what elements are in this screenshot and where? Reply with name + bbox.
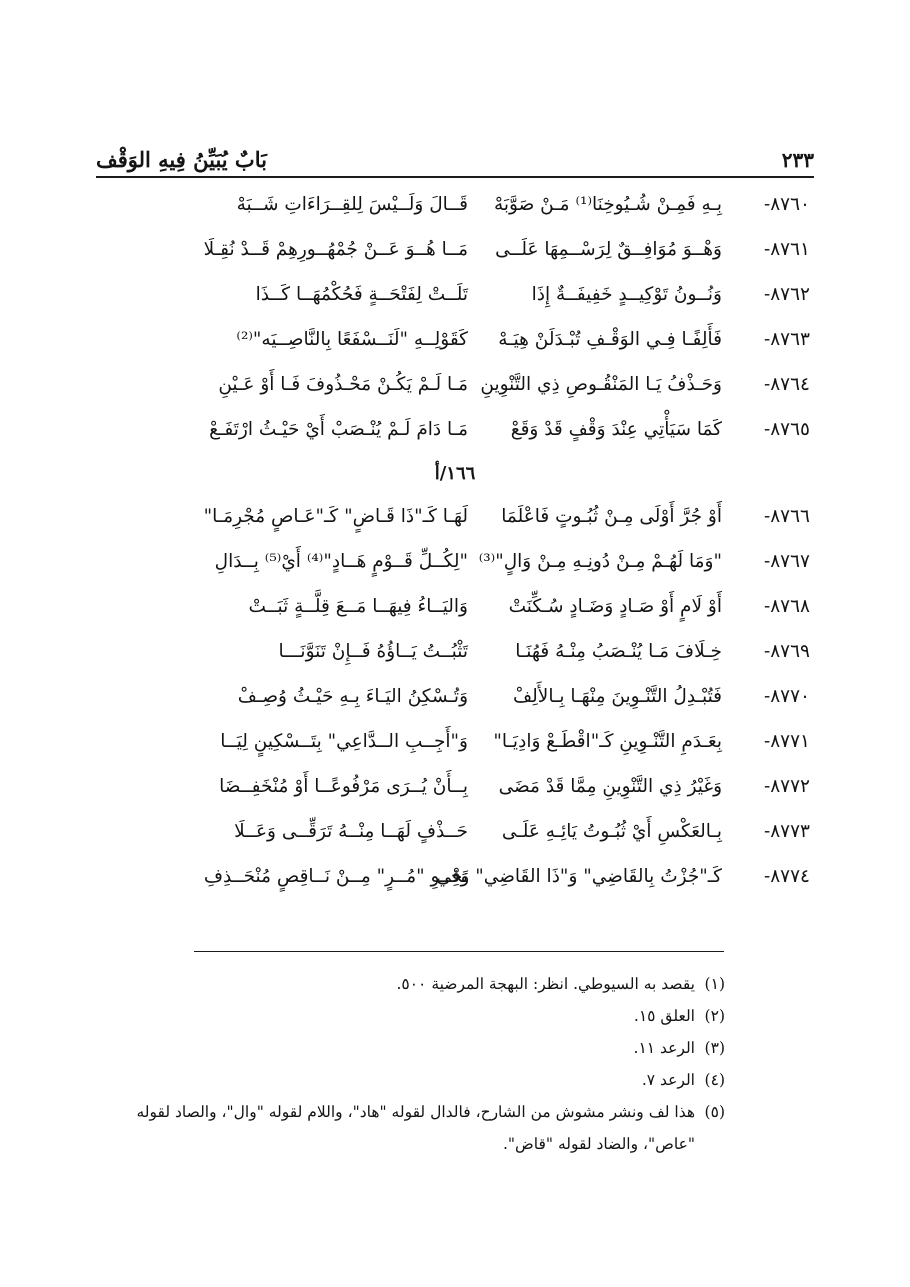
footnote: [100, 1096, 725, 1160]
page-header: [96, 138, 814, 178]
footnote-number: (٤): [704, 1071, 725, 1089]
verse-number: ٨٧٧٤-: [763, 866, 810, 887]
verse-first-hemistich: وَغَيْرُ ذِي التَّنْوِينِ مِمَّا قَدْ مَضَى: [498, 776, 722, 797]
verse-number: ٨٧٧٠-: [763, 686, 810, 707]
verse-second-hemistich: وَاليَــاءُ فِيهَــا مَــعَ قِلَّــةٍ ثَبَــتْ: [248, 596, 468, 617]
manuscript-folio-marker: ١٦٦/أ: [434, 462, 476, 484]
verse-line: [100, 362, 810, 407]
footnote-number: (٥): [704, 1103, 725, 1121]
verse-first-hemistich: أَوْ لَامٍ أَوْ صَـادٍ وَضَـادٍ سُـكِّنَتْ: [508, 596, 722, 617]
verse-second-hemistich: مَــا هُــوَ عَــنْ جُمْهُــورِهِمْ قَــدْ نُقِـلَا: [203, 239, 468, 260]
footnote-text: العلق ١٥.: [633, 1007, 695, 1025]
verse-number: ٨٧٦٦-: [763, 506, 810, 527]
verse-first-hemistich: كَـ"جُزْتُ بِالقَاضِي" وَ"ذَا القَاضِي" وَفِي: [436, 866, 722, 887]
verse-first-hemistich: وَنُــونُ تَوْكِيــدٍ خَفِيفَــةٌ إِذَا: [531, 284, 722, 305]
chapter-title: بَابٌ يُبَيِّنُ فِيهِ الوَقْف: [96, 147, 267, 172]
verse-second-hemistich: وَ"أَجِــبِ الــدَّاعِي" بِتَــسْكِينٍ لِيَــا: [220, 731, 468, 752]
verse-first-hemistich: وَهْــوَ مُوَافِــقٌ لِرَسْــمِهَا عَلَــى: [495, 239, 722, 260]
verse-line: [100, 494, 810, 539]
verse-number: ٨٧٦٣-: [763, 329, 810, 350]
verse-second-hemistich: مَـا دَامَ لَـمْ يُنْـصَبْ أَيْ حَيْـثُ ارْتَفَـعْ: [209, 419, 468, 440]
verse-second-hemistich: "لِكُــلِّ قَــوْمٍ هَــادٍ"⁽⁴⁾ أَيْ⁽⁵⁾ بِــدَالِ: [214, 551, 468, 572]
verse-number: ٨٧٧١-: [763, 731, 810, 752]
footnote: [100, 1032, 725, 1064]
verse-first-hemistich: خِـلَافَ مَـا يُنْـصَبُ مِنْـهُ فَهُنَـا: [515, 641, 722, 662]
verse-first-hemistich: فَأَلِفًـا فِـي الوَقْـفِ تُبْـدَلَنْ هِيَـهْ: [498, 329, 722, 350]
verse-line: [100, 182, 810, 227]
verse-number: ٨٧٦٠-: [763, 194, 810, 215]
verse-first-hemistich: وَحَـذْفُ يَـا المَنْقُـوصِ ذِي التَّنْوِينِ: [480, 374, 722, 395]
verse-number: ٨٧٦١-: [763, 239, 810, 260]
verse-second-hemistich: حَــذْفٍ لَهَــا مِنْــهُ تَرَقِّــى وَعَــلَا: [234, 821, 468, 842]
footnote-number: (٢): [704, 1007, 725, 1025]
verse-second-hemistich: تَثْبُــتُ يَــاؤُهُ فَــإِنْ تَنَوَّنَـــا: [278, 641, 468, 662]
footnote: [100, 968, 725, 1000]
verse-first-hemistich: كَمَا سَيَأْتِي عِنْدَ وَقْفٍ قَدْ وَقَعْ: [510, 419, 722, 440]
verse-number: ٨٧٦٧-: [763, 551, 810, 572]
verse-line: [100, 854, 810, 899]
verse-first-hemistich: بِعَـدَمِ التَّنْـوِينِ كَـ"اقْطَـعْ وَادِيَـا": [493, 731, 722, 752]
verse-second-hemistich: وَتُـسْكِنُ اليَـاءَ بِـهِ حَيْـثُ وُصِـفْ: [237, 686, 468, 707]
footnote-number: (٣): [704, 1039, 725, 1057]
verse-line: [100, 539, 810, 584]
verse-line: [100, 407, 810, 452]
verse-second-hemistich: نَحْــوِ "مُــرٍ" مِــنْ نَــاقِصٍ مُنْحَــذِفِ: [203, 866, 468, 887]
footnote-text-continued: "عاص"، والضاد لقوله "قاض".: [503, 1135, 695, 1153]
footnote: [100, 1064, 725, 1096]
verse-line: [100, 317, 810, 362]
verse-first-hemistich: أَوْ جُرَّ أَوْلَى مِـنْ ثُبُـوتٍ فَاعْلَمَا: [501, 506, 722, 527]
verse-number: ٨٧٧٢-: [763, 776, 810, 797]
footnote-text: هذا لف ونشر مشوش من الشارح، فالدال لقوله "هاد"، واللام لقوله "وال"، والصاد لقوله: [136, 1103, 695, 1121]
verse-second-hemistich: قَــالَ وَلَــيْسَ لِلقِــرَاءَاتِ شَــبَهْ: [236, 194, 468, 215]
verse-line: [100, 227, 810, 272]
footnote-number: (١): [704, 975, 725, 993]
verse-line: [100, 719, 810, 764]
verse-first-hemistich: فَتُبْـدِلُ التَّنْـوِينَ مِنْهَـا بِـالأَلِفْ: [513, 686, 722, 707]
verse-number: ٨٧٦٥-: [763, 419, 810, 440]
verse-line: [100, 809, 810, 854]
verse-line: [100, 764, 810, 809]
verse-second-hemistich: بِــأَنْ يُــرَى مَرْفُوعًــا أَوْ مُنْخَفِــضَا: [219, 776, 468, 797]
verse-line: [100, 584, 810, 629]
footnote-separator: [194, 951, 724, 952]
verse-first-hemistich: "وَمَا لَهُـمْ مِـنْ دُونِـهِ مِـنْ وَالٍ"⁽³⁾: [478, 551, 722, 572]
verse-line: [100, 674, 810, 719]
verse-number: ٨٧٦٢-: [763, 284, 810, 305]
verse-number: ٨٧٧٣-: [763, 821, 810, 842]
verse-second-hemistich: تَلَــتْ لِفَتْحَــةٍ فَحُكْمُهَــا كَــذَا: [255, 284, 468, 305]
verse-first-hemistich: بِـالعَكْسِ أَيْ ثُبُـوتُ يَائِـهِ عَلَـى: [501, 821, 722, 842]
footnote-text: يقصد به السيوطي. انظر: البهجة المرضية ٥٠٠.: [396, 975, 695, 993]
page-number: ٢٣٣: [781, 148, 814, 172]
footnote-text-block: [100, 1096, 695, 1160]
verse-first-hemistich: بِـهِ فَمِـنْ شُـيُوخِنَا⁽¹⁾ مَـنْ صَوَّبَهْ: [493, 194, 722, 215]
verse-second-hemistich: كَقَوْلِــهِ "لَنَــسْفَعًا بِالنَّاصِــيَه"⁽²⁾: [236, 329, 468, 350]
verse-second-hemistich: مَـا لَـمْ يَكُـنْ مَحْـذُوفَ فَـا أَوْ عَـيْنِ: [218, 374, 468, 395]
verse-line: [100, 272, 810, 317]
verse-number: ٨٧٦٤-: [763, 374, 810, 395]
verse-list: [100, 182, 810, 899]
verse-number: ٨٧٦٨-: [763, 596, 810, 617]
verse-second-hemistich: لَهَـا كَـ"ذَا قَـاضٍ" كَـ"عَـاصٍ مُجْرِمَـا": [203, 506, 468, 527]
footnote: [100, 1000, 725, 1032]
verse-number: ٨٧٦٩-: [763, 641, 810, 662]
footnote-text: الرعد ١١.: [633, 1039, 695, 1057]
footnote-text: الرعد ٧.: [641, 1071, 695, 1089]
footnotes: [100, 968, 725, 1160]
verse-line: [100, 629, 810, 674]
